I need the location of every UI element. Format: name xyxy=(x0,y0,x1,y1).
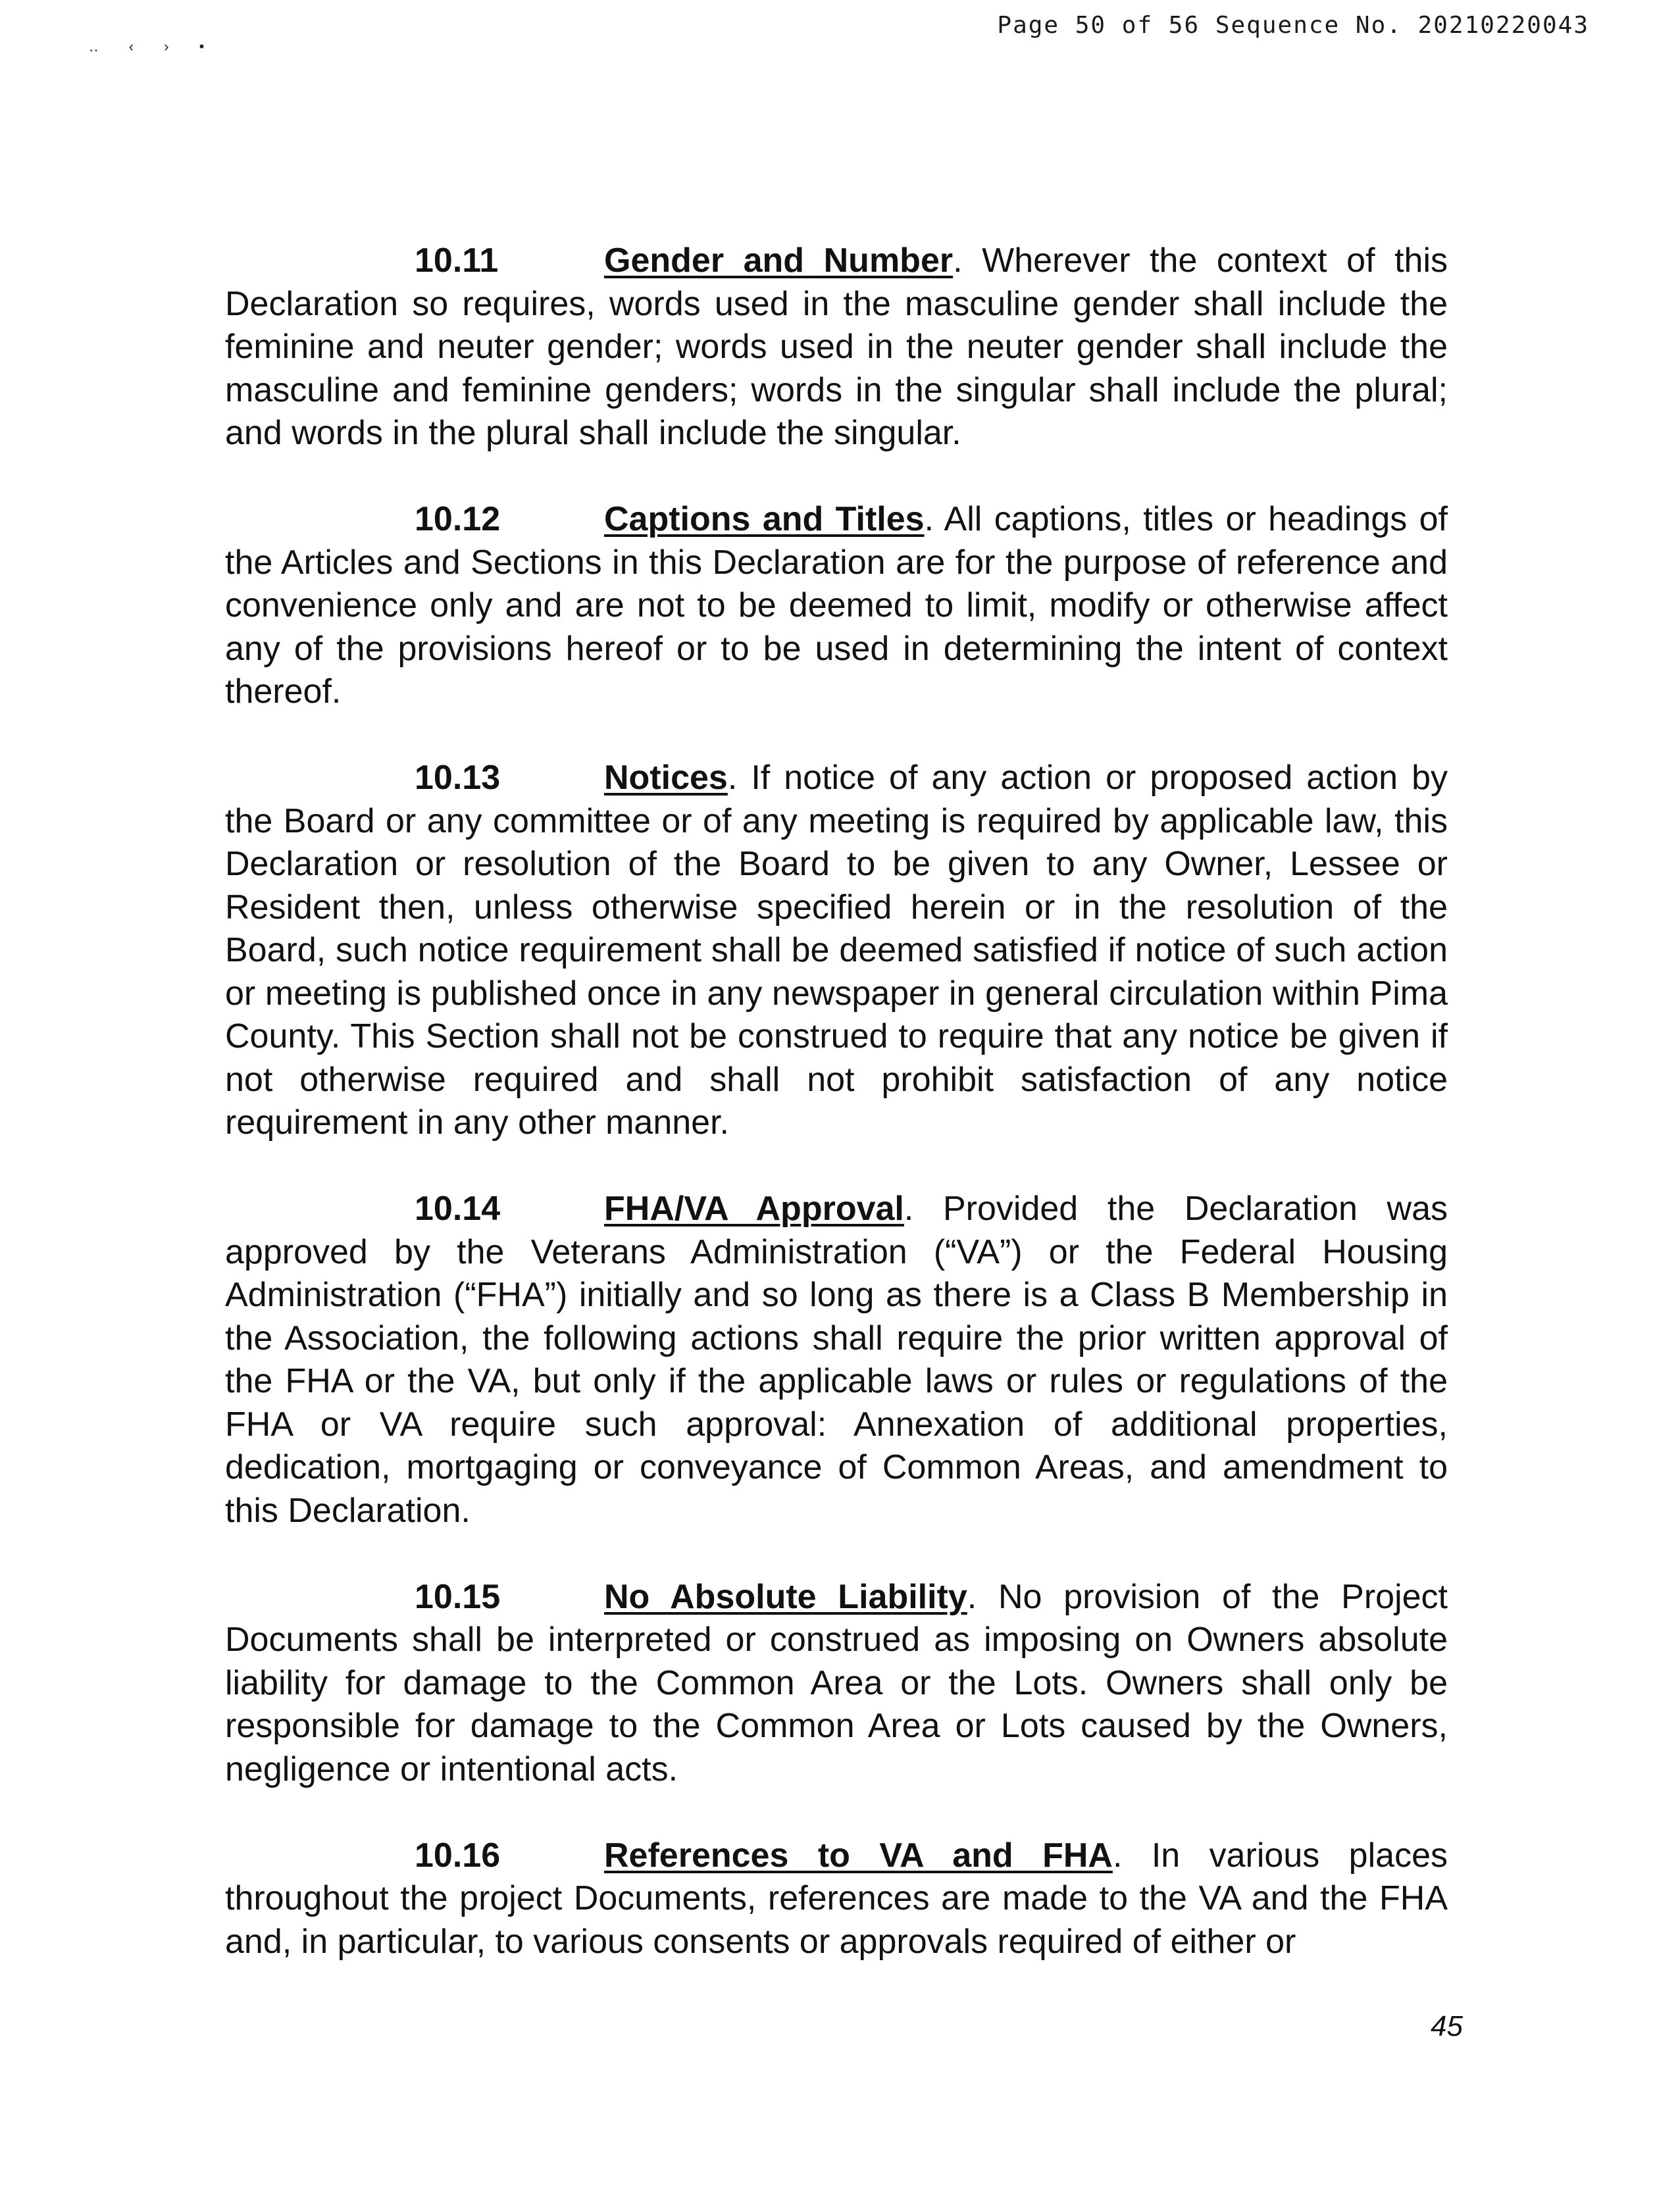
section-10-14 xyxy=(225,1188,1448,1532)
section-text: . In various places throughout the project Documents, references are made to the VA and the FHA and, in particular, to various consents or approvals required of either or xyxy=(225,1836,1448,1961)
section-10-11 xyxy=(225,240,1448,455)
section-heading: Captions and Titles xyxy=(604,500,925,538)
section-text: . Wherever the context of this Declaration so requires, words used in the masculine gender shall include the feminine and neuter gender; words used in the neuter gender shall include the masculine and feminine genders; words in the singular shall include the plural; and words in the plural shall include the singular. xyxy=(225,241,1448,452)
section-number: 10.11 xyxy=(415,241,499,280)
section-number: 10.15 xyxy=(415,1577,501,1616)
document-body xyxy=(225,240,1448,1963)
section-10-16 xyxy=(225,1834,1448,1964)
page-number: 45 xyxy=(1431,2010,1463,2042)
section-text: . No provision of the Project Documents shall be interpreted or construed as imposing on Owners absolute liability for damage to the Common Area or the Lots. Owners shall only be responsible for damage to the Common Area or Lots caused by the Owners, negligence or intentional acts. xyxy=(225,1577,1448,1788)
section-heading: No Absolute Liability xyxy=(604,1577,967,1616)
section-10-13 xyxy=(225,757,1448,1145)
section-text: . All captions, titles or headings of the Articles and Sections in this Declaration are for the purpose of reference and convenience only and are not to be deemed to limit, modify or otherwise affect any of the provisions hereof or to be used in determining the intent of context thereof. xyxy=(225,500,1448,711)
recording-stamp: Page 50 of 56 Sequence No. 20210220043 xyxy=(997,12,1589,39)
section-heading: Notices xyxy=(604,759,728,797)
section-text: . Provided the Declaration was approved by the Veterans Administration (“VA”) or the Federal Housing Administration (“FHA”) initially and so long as there is a Class B Membership in the Association, the following actions shall require the prior written approval of the FHA or the VA, but only if the applicable laws or rules or regulations of the FHA or VA require such approval: Annexation of additional properties, dedication, mortgaging or conveyance of Common Areas, and amendment to this Declaration. xyxy=(225,1190,1448,1530)
section-number: 10.14 xyxy=(415,1190,501,1228)
section-10-12 xyxy=(225,498,1448,714)
scan-marks: ‥ ‹ › • xyxy=(89,38,218,55)
section-heading: Gender and Number xyxy=(604,241,954,280)
section-10-15 xyxy=(225,1576,1448,1792)
section-number: 10.16 xyxy=(415,1836,501,1875)
section-number: 10.12 xyxy=(415,500,501,538)
section-text: . If notice of any action or proposed action by the Board or any committee or of any meeting is required by applicable law, this Declaration or resolution of the Board to be given to any Owner, Lessee or Resident then, unless otherwise specified herein or in the resolution of the Board, such notice requirement shall be deemed satisfied if notice of such action or meeting is published once in any newspaper in general circulation within Pima County. This Section shall not be construed to require that any notice be given if not otherwise required and shall not prohibit satisfaction of any notice requirement in any other manner. xyxy=(225,759,1448,1142)
section-number: 10.13 xyxy=(415,759,501,797)
section-heading: References to VA and FHA xyxy=(604,1836,1113,1875)
section-heading: FHA/VA Approval xyxy=(604,1190,904,1228)
